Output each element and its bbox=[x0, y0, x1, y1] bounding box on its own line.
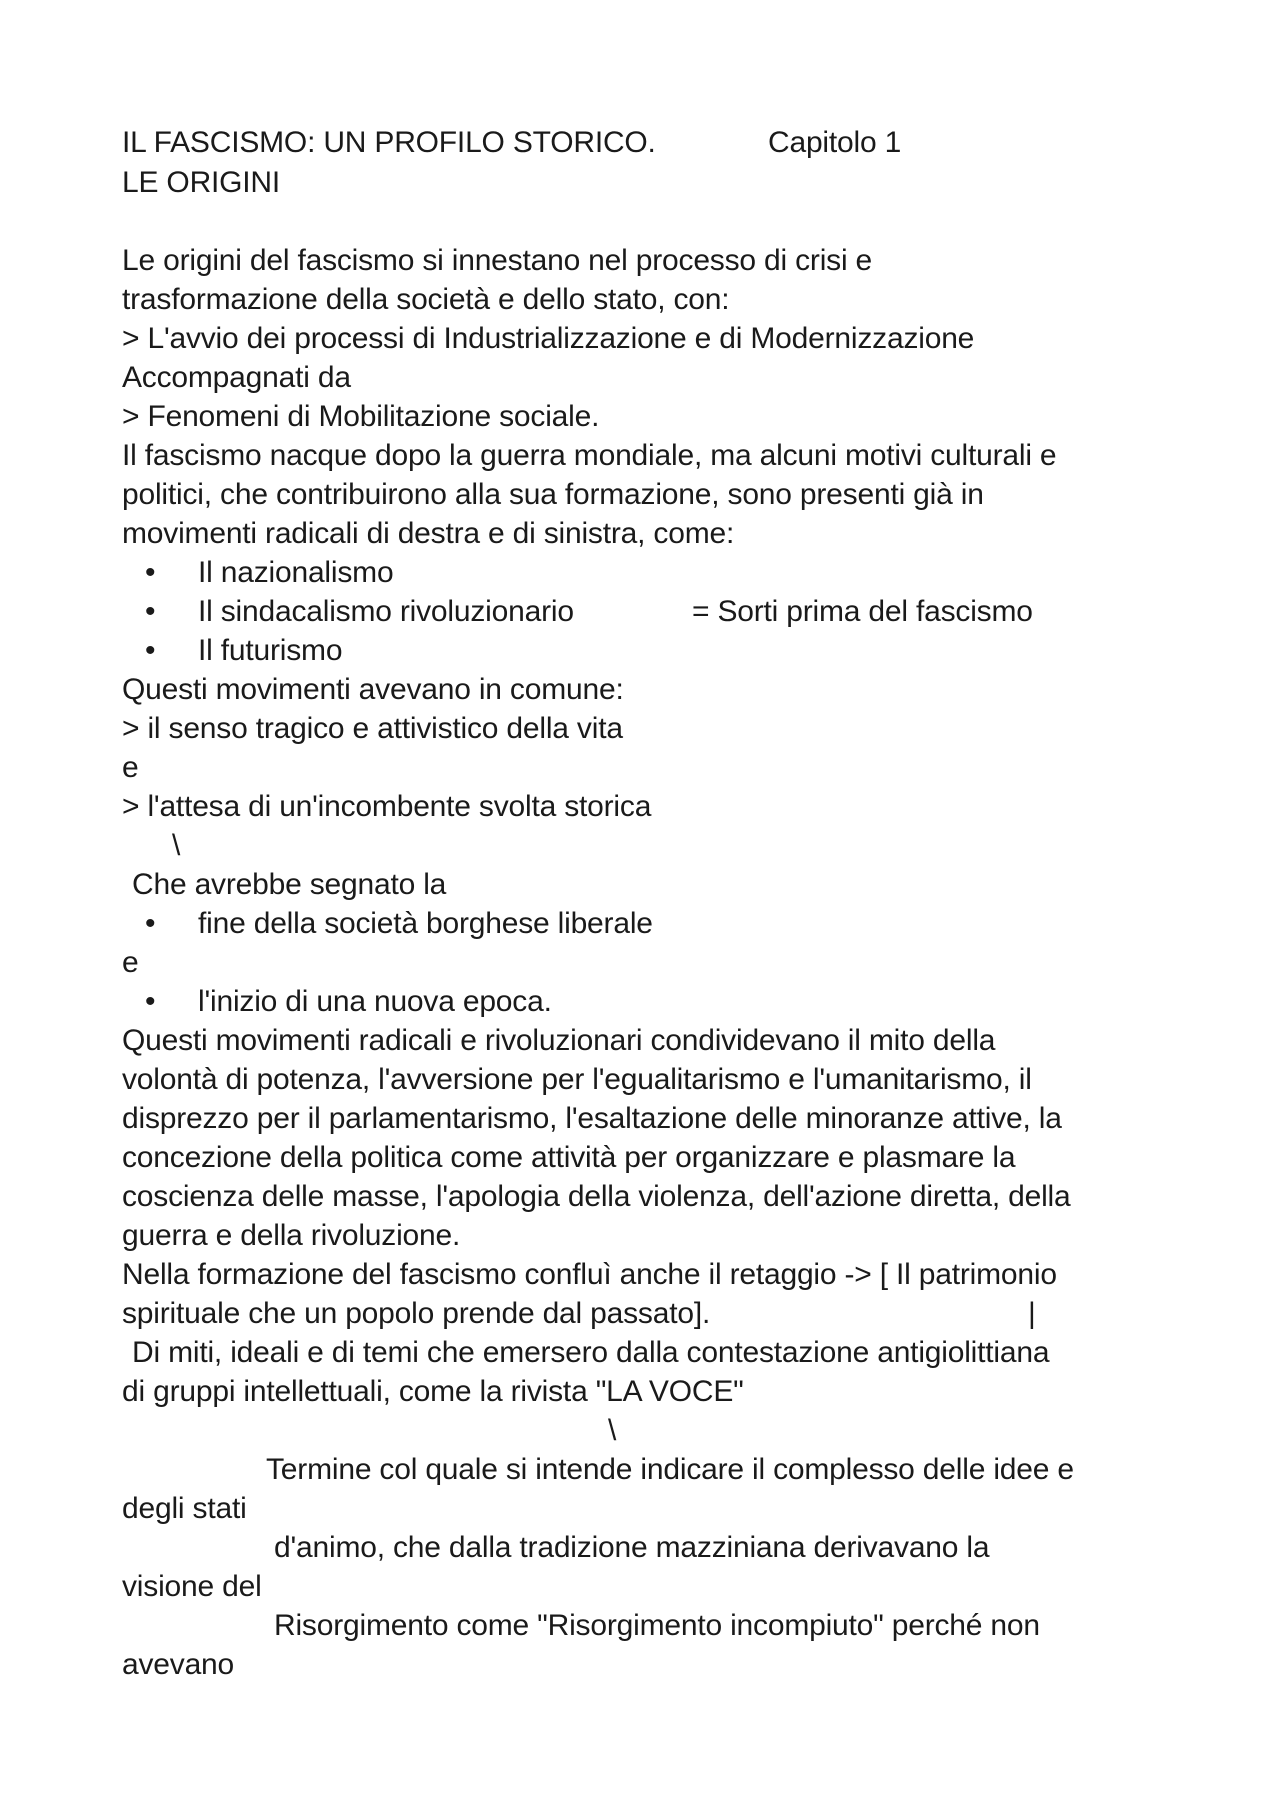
text-line: > il senso tragico e attivistico della vita bbox=[122, 712, 623, 745]
text-line: visione del bbox=[122, 1570, 262, 1603]
text-line: Di miti, ideali e di temi che emersero dalla contestazione antigiolittiana bbox=[132, 1336, 1050, 1369]
text-line: > L'avvio dei processi di Industrializzazione e di Modernizzazione bbox=[122, 322, 975, 355]
list-item bbox=[0, 593, 1280, 631]
text-line: politici, che contribuirono alla sua formazione, sono presenti già in bbox=[122, 478, 984, 511]
text-line: Il fascismo nacque dopo la guerra mondiale, ma alcuni motivi culturali e bbox=[122, 439, 1057, 472]
movement-item: Il sindacalismo rivoluzionario bbox=[198, 595, 574, 628]
bullet: • bbox=[145, 556, 156, 589]
text-line: Le origini del fascismo si innestano nel processo di crisi e bbox=[122, 244, 873, 277]
movements-note: = Sorti prima del fascismo bbox=[692, 595, 1033, 628]
text-line: Accompagnati da bbox=[122, 361, 351, 394]
text-line: > Fenomeni di Mobilitazione sociale. bbox=[122, 400, 600, 433]
conjunction: e bbox=[122, 751, 139, 784]
epoch-item: l'inizio di una nuova epoca. bbox=[198, 985, 552, 1018]
text-line: concezione della politica come attività per organizzare e plasmare la bbox=[122, 1141, 1016, 1174]
text-line: trasformazione della società e dello stato, con: bbox=[122, 283, 730, 316]
text-line: Risorgimento come "Risorgimento incompiuto" perché non bbox=[274, 1609, 1040, 1642]
list-item bbox=[0, 554, 1280, 592]
bullet: • bbox=[145, 985, 156, 1018]
document-title: IL FASCISMO: UN PROFILO STORICO. bbox=[122, 126, 656, 159]
text-line: Nella formazione del fascismo confluì anche il retaggio -> [ Il patrimonio bbox=[122, 1258, 1057, 1291]
text-line: avevano bbox=[122, 1648, 235, 1681]
connector-slash: \ bbox=[172, 829, 181, 862]
list-item bbox=[0, 983, 1280, 1021]
epoch-item: fine della società borghese liberale bbox=[198, 907, 653, 940]
connector-slash: \ bbox=[608, 1414, 617, 1447]
text-line: degli stati bbox=[122, 1492, 247, 1525]
chapter-subtitle: LE ORIGINI bbox=[122, 166, 281, 199]
text-line: disprezzo per il parlamentarismo, l'esaltazione delle minoranze attive, la bbox=[122, 1102, 1062, 1135]
text-line: guerra e della rivoluzione. bbox=[122, 1219, 461, 1252]
text-line: volontà di potenza, l'avversione per l'egualitarismo e l'umanitarismo, il bbox=[122, 1063, 1032, 1096]
text-line: Termine col quale si intende indicare il complesso delle idee e bbox=[266, 1453, 1074, 1486]
text-line: Questi movimenti avevano in comune: bbox=[122, 673, 624, 706]
movement-item: Il futurismo bbox=[198, 634, 343, 667]
bullet: • bbox=[145, 595, 156, 628]
text-line: coscienza delle masse, l'apologia della violenza, dell'azione diretta, della bbox=[122, 1180, 1071, 1213]
text-line: movimenti radicali di destra e di sinistra, come: bbox=[122, 517, 735, 550]
chapter-label: Capitolo 1 bbox=[768, 126, 902, 159]
text-line: spirituale che un popolo prende dal passato]. bbox=[122, 1297, 711, 1330]
movement-item: Il nazionalismo bbox=[198, 556, 394, 589]
text-line: Che avrebbe segnato la bbox=[132, 868, 447, 901]
bullet: • bbox=[145, 634, 156, 667]
conjunction: e bbox=[122, 946, 139, 979]
text-line: d'animo, che dalla tradizione mazziniana derivavano la bbox=[274, 1531, 990, 1564]
bullet: • bbox=[145, 907, 156, 940]
title-line bbox=[122, 124, 656, 162]
text-line: Questi movimenti radicali e rivoluzionari condividevano il mito della bbox=[122, 1024, 996, 1057]
list-item bbox=[0, 905, 1280, 943]
list-item bbox=[0, 632, 1280, 670]
connector-pipe: | bbox=[1028, 1297, 1036, 1330]
text-line: > l'attesa di un'incombente svolta storica bbox=[122, 790, 652, 823]
text-line: di gruppi intellettuali, come la rivista "LA VOCE" bbox=[122, 1375, 744, 1408]
